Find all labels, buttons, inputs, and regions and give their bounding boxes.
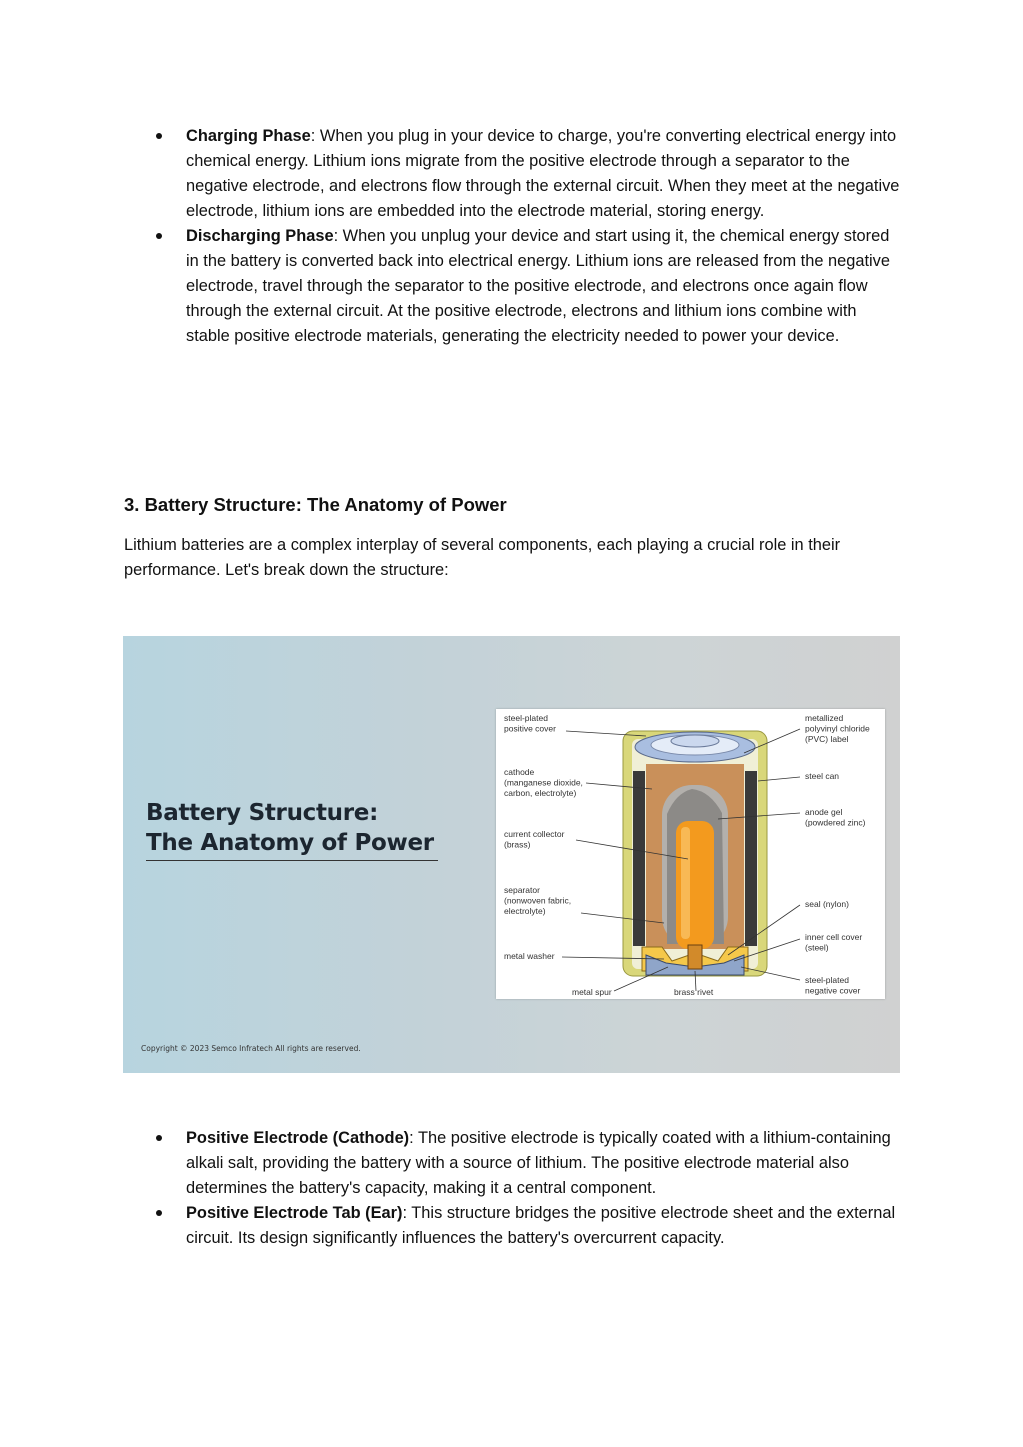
diagram-label-line: electrolyte) — [504, 906, 546, 916]
slide-title-line1: Battery Structure: — [146, 800, 379, 826]
diagram-label-anode-gel — [805, 807, 866, 828]
diagram-label-line: seal (nylon) — [805, 899, 849, 909]
diagram-label-metal-spur — [572, 987, 612, 997]
diagram-label-line: separator — [504, 885, 540, 895]
section-heading: 3. Battery Structure: The Anatomy of Power — [124, 494, 507, 515]
diagram-label-line: (PVC) label — [805, 734, 849, 744]
slide-copyright: Copyright © 2023 Semco Infratech All rights are reserved. — [141, 1044, 361, 1053]
list-item — [124, 1126, 904, 1201]
bullet-term: Discharging Phase — [186, 227, 334, 245]
diagram-label-current-collector — [504, 829, 565, 850]
diagram-label-metal-washer — [504, 951, 555, 961]
diagram-label-negative-cover — [805, 975, 860, 996]
bullet-term: Positive Electrode Tab (Ear) — [186, 1204, 403, 1222]
diagram-label-cathode — [504, 767, 583, 798]
diagram-label-line: polyvinyl chloride — [805, 723, 870, 734]
diagram-label-line: steel-plated — [504, 713, 548, 723]
brass-rivet-shape — [688, 945, 702, 969]
list-item — [124, 1201, 904, 1251]
diagram-label-line: positive cover — [504, 723, 556, 734]
diagram-label-line: cathode — [504, 767, 535, 777]
battery-diagram-svg — [496, 709, 885, 999]
diagram-label-line: steel can — [805, 771, 840, 781]
list-item — [124, 124, 904, 224]
diagram-label-line: negative cover — [805, 985, 861, 996]
bullet-list-components — [124, 1126, 904, 1251]
diagram-label-line: current collector — [504, 829, 565, 839]
diagram-label-line: (brass) — [504, 839, 531, 850]
battery-cross-section-diagram — [496, 709, 885, 999]
current-collector-highlight — [681, 827, 690, 939]
diagram-label-line: carbon, electrolyte) — [504, 788, 577, 798]
diagram-label-separator — [504, 885, 571, 916]
diagram-label-brass-rivet — [674, 987, 714, 997]
diagram-label-line: metal washer — [504, 951, 555, 961]
section-intro: Lithium batteries are a complex interplay of several components, each playing a crucial role in their performance. Let's break down the structure: — [124, 536, 841, 579]
diagram-label-line: inner cell cover — [805, 932, 863, 942]
battery-structure-slide-image — [123, 636, 900, 1073]
list-item — [124, 224, 904, 349]
diagram-label-line: metal spur — [572, 987, 612, 997]
diagram-label-pvc-label — [805, 713, 870, 744]
bullet-term: Positive Electrode (Cathode) — [186, 1129, 410, 1147]
bullet-text: : When you plug in your device to charge, you're converting electrical energy into chemical energy. Lithium ions migrate from the positive electrode through a separator to the negative electrode, and electrons flow through the external circuit. When they meet at the negative electrode, lithium ions are embedded into the electrode material, storing energy. — [186, 127, 900, 220]
diagram-label-inner-cell-cover — [805, 932, 862, 953]
diagram-label-line: (steel) — [805, 942, 829, 953]
diagram-label-steel-can — [805, 771, 839, 781]
steel-can-wall-right — [745, 771, 757, 946]
bullet-list-phases — [124, 124, 904, 349]
bullet-text: : This structure bridges the positive electrode sheet and the external circuit. Its design significantly influences the battery's overcurrent capacity. — [186, 1204, 896, 1247]
positive-cover-nub — [671, 735, 719, 747]
bullet-text: : When you unplug your device and start using it, the chemical energy stored in the battery is converted back into electrical energy. Lithium ions are released from the negative electrode, travel through the separator to the positive electrode, and electrons once again flow through the external circuit. At the positive electrode, electrons and lithium ions combine with stable positive electrode materials, generating the electricity needed to power your device. — [186, 227, 890, 345]
diagram-label-line: (nonwoven fabric, — [504, 895, 572, 906]
bullet-term: Charging Phase — [186, 127, 311, 145]
diagram-label-line: steel-plated — [805, 975, 849, 985]
diagram-label-line: brass rivet — [674, 987, 714, 997]
diagram-label-line: (powdered zinc) — [805, 817, 866, 828]
diagram-label-seal — [805, 899, 849, 909]
diagram-label-line: metallized — [805, 713, 844, 723]
diagram-label-line: anode gel — [805, 807, 843, 817]
slide-title — [146, 798, 434, 858]
diagram-label-line: (manganese dioxide, — [504, 777, 583, 788]
slide-title-line2: The Anatomy of Power — [146, 830, 434, 856]
slide-title-underline — [146, 860, 438, 861]
diagram-label-steel-plated-positive-cover — [504, 713, 556, 734]
bullet-text: : The positive electrode is typically coated with a lithium-containing alkali salt, providing the battery with a source of lithium. The positive electrode material also determines the battery's capacity, making it a central component. — [186, 1129, 891, 1197]
